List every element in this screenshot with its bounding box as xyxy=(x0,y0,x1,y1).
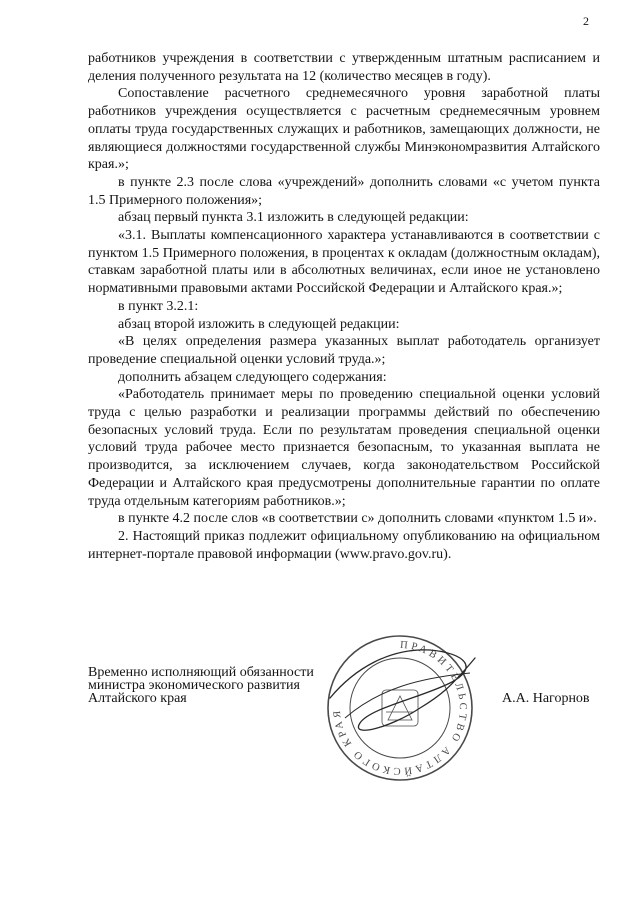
paragraph: 2. Настоящий приказ подлежит официальному опубликованию на официальном интернет-портале правовой информации (www.pravo.gov.ru). xyxy=(88,528,600,562)
paragraph: «3.1. Выплаты компенсационного характера устанавливаются в соответствии с пунктом 1.5 Примерного положения, в процентах к окладам (должностным окладам), ставкам заработной платы или в абсолютных величинах, если иное не установлено нормативными правовыми актами Российской Федерации и Алтайского края.»; xyxy=(88,228,600,297)
paragraph: абзац второй изложить в следующей редакции: xyxy=(118,316,400,332)
paragraph: Сопоставление расчетного среднемесячного уровня заработной платы работников учреждения осуществляется с расчетным среднемесячным уровнем оплаты труда государственных служащих и работников, замещающих должности, не являющиеся должностями государственной службы Минэкономразвития Алтайского края.»; xyxy=(88,86,600,173)
paragraph: в пункте 4.2 после слов «в соответствии с» дополнить словами «пунктом 1.5 и». xyxy=(118,511,597,527)
paragraph: работников учреждения в соответствии с утвержденным штатным расписанием и деления полученного результата на 12 (количество месяцев в году). xyxy=(88,51,600,84)
paragraph: в пункте 2.3 после слова «учреждений» дополнить словами «с учетом пункта 1.5 Примерного положения»; xyxy=(88,174,600,208)
paragraph: дополнить абзацем следующего содержания: xyxy=(118,369,387,385)
signatory-title-line: министра экономического развития xyxy=(88,678,300,693)
seal-and-signature xyxy=(300,628,500,788)
official-seal-icon xyxy=(328,636,472,780)
signatory-title-line: Алтайского края xyxy=(88,691,187,706)
page-number: 2 xyxy=(583,14,589,28)
document-body xyxy=(88,50,600,563)
signatory-title-line: Временно исполняющий обязанности xyxy=(88,665,314,680)
paragraph: «В целях определения размера указанных выплат работодатель организует проведение специальной оценки условий труда.»; xyxy=(88,334,600,367)
seal-text-path: ПРАВИТЕЛЬСТВО АЛТАЙСКОГО КРАЯ xyxy=(331,639,468,777)
signatory-name: А.А. Нагорнов xyxy=(502,691,590,706)
paragraph: «Работодатель принимает меры по проведению специальной оценки условий труда с целью разработки и реализации программы действий по обеспечению безопасных условий труда. Если по результатам проведения специальной оценки условий труда рабочее место признается безопасным, то указанная выплата не производится, за исключением случаев, когда законодательством Российской Федерации и Алтайского края предусмотрены дополнительные гарантии по оплате труда отдельным категориям работников.»; xyxy=(88,387,600,509)
signatory-title xyxy=(88,666,314,705)
seal-inner-ring xyxy=(350,658,450,758)
seal-emblem xyxy=(382,690,418,726)
seal-text xyxy=(332,640,468,777)
paragraph: абзац первый пункта 3.1 изложить в следующей редакции: xyxy=(118,210,469,226)
paragraph: в пункт 3.2.1: xyxy=(118,298,199,314)
